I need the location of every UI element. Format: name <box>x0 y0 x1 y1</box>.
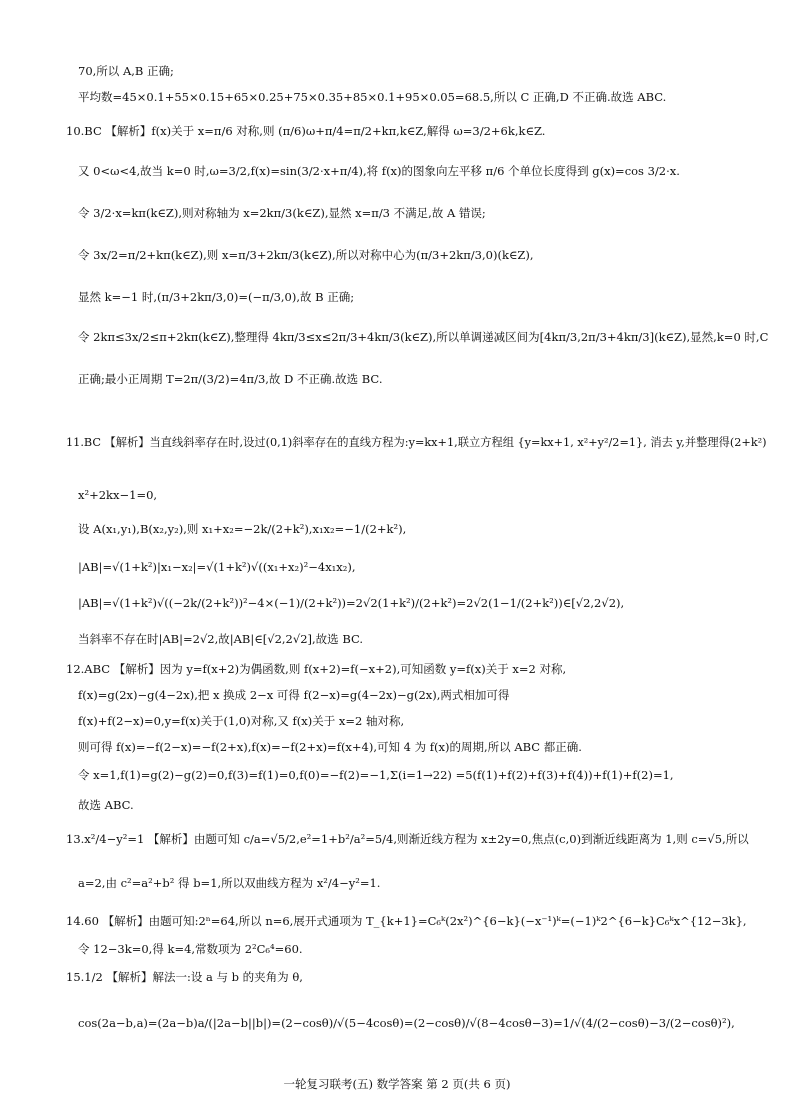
text-line-27: cos(2a−b,a)=(2a−b)a/(|2a−b||b|)=(2−cosθ)/√(5−4cosθ)=(2−cosθ)/√(8−4cosθ−3)=1/√(4/(2−cosθ)−3/(2−cosθ)²), <box>78 1016 735 1030</box>
text-line-20: 令 x=1,f(1)=g(2)−g(2)=0,f(3)=f(1)=0,f(0)=−f(2)=−1,Σ(i=1→22) =5(f(1)+f(2)+f(3)+f(4))+f(1)+f(2)=1, <box>78 768 674 782</box>
text-line-7: 显然 k=−1 时,(π/3+2kπ/3,0)=(−π/3,0),故 B 正确; <box>78 290 355 304</box>
text-line-6: 令 3x/2=π/2+kπ(k∈Z),则 x=π/3+2kπ/3(k∈Z),所以对称中心为(π/3+2kπ/3,0)(k∈Z), <box>78 248 534 262</box>
text-line-16: 12.ABC 【解析】因为 y=f(x+2)为偶函数,则 f(x+2)=f(−x+2),可知函数 y=f(x)关于 x=2 对称, <box>66 662 567 676</box>
text-line-22: 13.x²/4−y²=1 【解析】由题可知 c/a=√5/2,e²=1+b²/a²=5/4,则渐近线方程为 x±2y=0,焦点(c,0)到渐近线距离为 1,则 c=√5,所以 <box>66 832 749 846</box>
text-line-21: 故选 ABC. <box>78 798 134 812</box>
text-line-15: 当斜率不存在时|AB|=2√2,故|AB|∈[√2,2√2],故选 BC. <box>78 632 364 646</box>
text-line-25: 令 12−3k=0,得 k=4,常数项为 2²C₆⁴=60. <box>78 942 303 956</box>
text-line-13: |AB|=√(1+k²)|x₁−x₂|=√(1+k²)√((x₁+x₂)²−4x₁x₂), <box>78 560 356 574</box>
text-line-24: 14.60 【解析】由题可知:2ⁿ=64,所以 n=6,展开式通项为 T_{k+1}=C₆ᵏ(2x²)^{6−k}(−x⁻¹)ᵏ=(−1)ᵏ2^{6−k}C₆ᵏx^{12−3k}, <box>66 914 747 928</box>
text-line-26: 15.1/2 【解析】解法一:设 a 与 b 的夹角为 θ, <box>66 970 303 984</box>
text-line-12: 设 A(x₁,y₁),B(x₂,y₂),则 x₁+x₂=−2k/(2+k²),x₁x₂=−1/(2+k²), <box>78 522 407 536</box>
text-line-1: 70,所以 A,B 正确; <box>78 64 174 78</box>
text-line-18: f(x)+f(2−x)=0,y=f(x)关于(1,0)对称,又 f(x)关于 x=2 轴对称, <box>78 714 405 728</box>
text-line-9: 正确;最小正周期 T=2π/(3/2)=4π/3,故 D 不正确.故选 BC. <box>78 372 383 386</box>
text-line-19: 则可得 f(x)=−f(2−x)=−f(2+x),f(x)=−f(2+x)=f(x+4),可知 4 为 f(x)的周期,所以 ABC 都正确. <box>78 740 582 754</box>
text-line-2: 平均数=45×0.1+55×0.15+65×0.25+75×0.35+85×0.1+95×0.05=68.5,所以 C 正确,D 不正确.故选 ABC. <box>78 90 667 104</box>
page-footer: 一轮复习联考(五) 数学答案 第 2 页(共 6 页) <box>283 1077 511 1091</box>
text-line-5: 令 3/2·x=kπ(k∈Z),则对称轴为 x=2kπ/3(k∈Z),显然 x=π/3 不满足,故 A 错误; <box>78 206 486 220</box>
text-line-17: f(x)=g(2x)−g(4−2x),把 x 换成 2−x 可得 f(2−x)=g(4−2x)−g(2x),两式相加可得 <box>78 688 510 702</box>
text-line-23: a=2,由 c²=a²+b² 得 b=1,所以双曲线方程为 x²/4−y²=1. <box>78 876 381 890</box>
text-line-10: 11.BC 【解析】当直线斜率存在时,设过(0,1)斜率存在的直线方程为:y=kx+1,联立方程组 {y=kx+1, x²+y²/2=1}, 消去 y,并整理得(2+k²) <box>66 436 767 449</box>
text-line-3: 10.BC 【解析】f(x)关于 x=π/6 对称,则 (π/6)ω+π/4=π/2+kπ,k∈Z,解得 ω=3/2+6k,k∈Z. <box>66 124 546 138</box>
text-line-11: x²+2kx−1=0, <box>78 488 158 502</box>
text-line-14: |AB|=√(1+k²)√((−2k/(2+k²))²−4×(−1)/(2+k²))=2√2(1+k²)/(2+k²)=2√2(1−1/(2+k²))∈[√2,2√2), <box>78 596 625 610</box>
text-line-4: 又 0<ω<4,故当 k=0 时,ω=3/2,f(x)=sin(3/2·x+π/4),将 f(x)的图象向左平移 π/6 个单位长度得到 g(x)=cos 3/2·x. <box>78 164 680 178</box>
text-line-8: 令 2kπ≤3x/2≤π+2kπ(k∈Z),整理得 4kπ/3≤x≤2π/3+4kπ/3(k∈Z),所以单调递减区间为[4kπ/3,2π/3+4kπ/3](k∈Z),显然,k=0 时,C <box>78 330 769 344</box>
